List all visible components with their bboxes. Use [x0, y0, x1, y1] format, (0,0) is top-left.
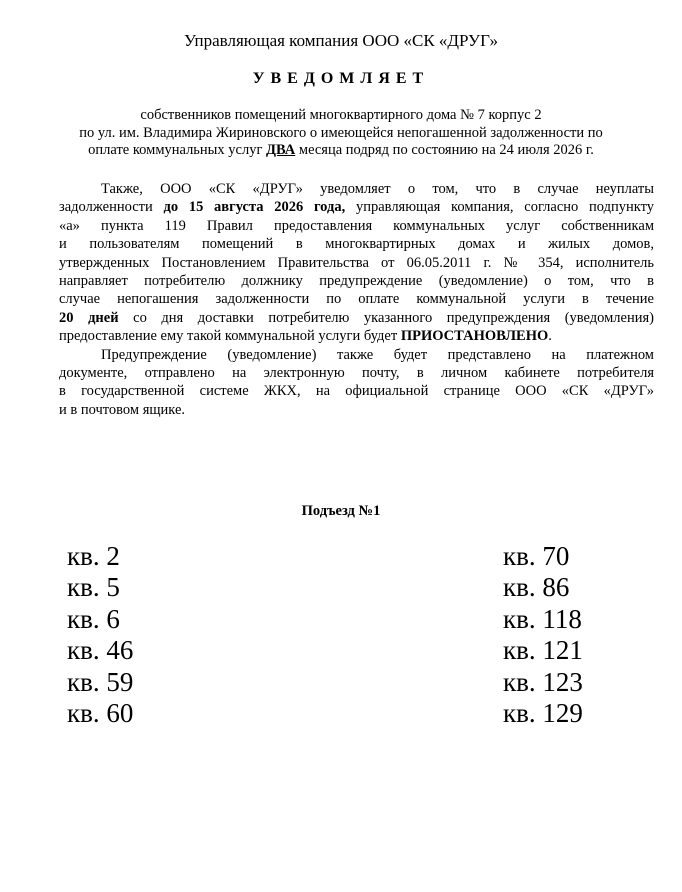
notice-title: УВЕДОМЛЯЕТ — [252, 70, 430, 87]
paragraph-1-line: Также, ООО «СК «ДРУГ» уведомляет о том, что в случае неуплаты — [101, 181, 654, 197]
apartment-item: кв. 129 — [503, 698, 583, 729]
company-header: Управляющая компания ООО «СК «ДРУГ» — [183, 31, 498, 50]
deadline-date: до 15 августа 2026 года, — [163, 199, 346, 216]
paragraph-1-text: со дня доставки потребителю указанного предупреждения (уведомления) — [118, 309, 654, 326]
paragraph-1-line — [59, 309, 654, 327]
notice-body — [59, 180, 654, 419]
suspension-word: ПРИОСТАНОВЛЕНО — [400, 328, 549, 345]
paragraph-1-text: . — [548, 328, 552, 345]
apartment-item: кв. 118 — [503, 603, 582, 634]
apartment-item: кв. 2 — [67, 541, 120, 571]
paragraph-1-line: утвержденных Постановлением Правительства от 06.05.2011 г. № 354, исполнитель — [59, 254, 654, 271]
paragraph-1-line: и пользователям помещений в многоквартирных домах и жилых домов, — [59, 236, 654, 253]
paragraph-1-line: направляет потребителю должнику предупреждение (уведомление) о том, что в — [59, 272, 654, 289]
paragraph-2-line: и в почтовом ящике. — [59, 401, 186, 418]
paragraph-1-line: «а» пункта 119 Правил предоставления коммунальных услуг собственникам — [59, 217, 654, 234]
subtitle-line-3-rest: месяца подряд по состоянию на 24 июля 2026 г. — [295, 142, 594, 158]
paragraph-1-line: случае непогашения задолженности по оплате коммунальной услуги в течение — [59, 291, 654, 308]
paragraph-1-text: управляющая компания, согласно подпункту — [345, 199, 654, 216]
apartment-list-right — [503, 541, 583, 729]
subtitle-line-3-text: оплате коммунальных услуг — [88, 142, 267, 158]
apartment-item: кв. 5 — [67, 572, 120, 603]
paragraph-1-text: задолженности — [59, 199, 164, 216]
apartment-list-left — [67, 541, 133, 729]
apartment-item: кв. 59 — [67, 666, 134, 697]
grace-period: 20 дней — [59, 309, 119, 326]
apartment-item: кв. 46 — [67, 635, 134, 666]
paragraph-2-line: Предупреждение (уведомление) также будет представлено на платежном — [101, 346, 654, 363]
entrance-label: Подъезд №1 — [301, 503, 381, 519]
apartment-item: кв. 6 — [67, 603, 120, 634]
paragraph-2-line: в государственной системе ЖКХ, на официальной странице ООО «СК «ДРУГ» — [59, 383, 654, 400]
paragraph-1-line — [59, 327, 654, 345]
notice-subtitle — [40, 107, 642, 160]
paragraph-2-line: документе, отправлено на электронную почту, в личном кабинете потребителя — [59, 364, 654, 381]
paragraph-1-line — [59, 198, 654, 216]
apartment-item: кв. 121 — [503, 635, 583, 666]
apartment-item: кв. 86 — [503, 572, 570, 603]
apartment-item: кв. 60 — [67, 698, 134, 729]
subtitle-line-3 — [40, 142, 642, 160]
apartment-item: кв. 123 — [503, 666, 583, 697]
paragraph-1-text: предоставление ему такой коммунальной услуги будет — [59, 328, 401, 345]
subtitle-line-2: по ул. им. Владимира Жириновского о имеющейся непогашенной задолженности по — [79, 124, 603, 141]
months-count: ДВА — [266, 142, 296, 158]
subtitle-line-1: собственников помещений многоквартирного дома № 7 корпус 2 — [140, 107, 542, 123]
apartment-item: кв. 70 — [503, 541, 570, 571]
